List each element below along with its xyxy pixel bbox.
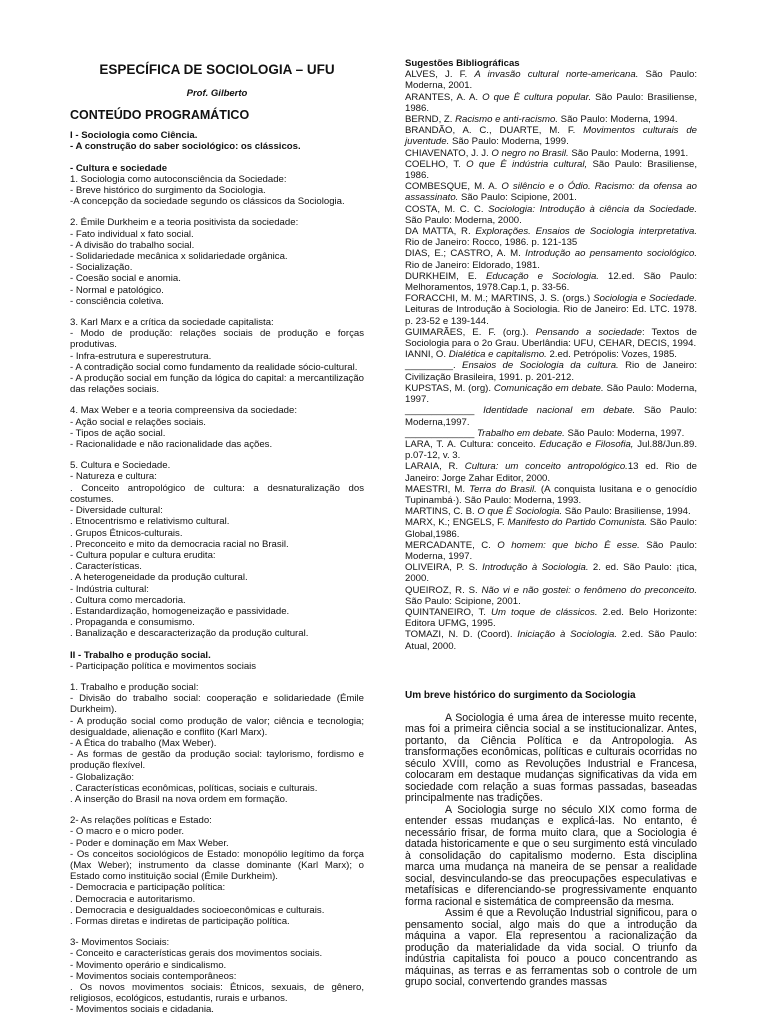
publication-info: São Paulo: Scipione, 2001. xyxy=(458,192,577,204)
author: COELHO, T. xyxy=(405,158,467,170)
list-line: - Racionalidade e não racionalidade das ações. xyxy=(70,439,273,451)
work-title: O silêncio e o Ódio. Racismo: da ofensa ao assassinato. xyxy=(405,181,697,204)
publication-info: São Paulo: Moderna, 1999. xyxy=(449,136,569,148)
publication-info: São Paulo: Brasiliense, 1986. xyxy=(405,91,698,114)
list-line: - A produção social em função da lógica do capital: a mercantilização das relações sociais. xyxy=(70,373,364,396)
work-title: Educação e Filosofia, xyxy=(539,438,634,450)
unit-heading: I - Sociologia como Ciência. xyxy=(70,130,198,142)
author: MARTINS, C. B. xyxy=(405,506,478,518)
section-heading: CONTEÚDO PROGRAMÁTICO xyxy=(70,108,250,123)
section-weber xyxy=(70,405,364,450)
publication-info: São Paulo: Moderna,1997. xyxy=(405,405,697,428)
list-line: . Os novos movimentos sociais: Étnicos, sexuais, de gênero, religiosos, ecológicos, estudantis, rurais e urbanos. xyxy=(70,982,364,1005)
author: ARANTES, A. A. xyxy=(405,91,483,103)
bibliography-entry xyxy=(405,585,697,607)
list-line: - Diversidade cultural: xyxy=(70,505,163,517)
list-line: - Solidariedade mecânica x solidariedade orgânica. xyxy=(70,251,288,263)
bibliography-entry xyxy=(405,607,697,629)
list-line: . Conceito antropológico de cultura: a desnaturalização dos costumes. xyxy=(70,482,364,505)
list-line: . Formas diretas e indiretas de participação política. xyxy=(70,916,290,927)
publication-info: São Paulo: Scipione, 2001. xyxy=(405,595,521,607)
work-title: Cultura: um conceito antropológico. xyxy=(464,461,628,473)
author: DA MATTA, R. xyxy=(405,226,476,238)
author: MAESTRI, M. xyxy=(405,483,470,495)
author: LARAIA, R. xyxy=(405,461,465,473)
publication-info: 2.ed. Belo Horizonte: Editora UFMG, 1995. xyxy=(405,606,697,630)
author: COMBESQUE, M. A. xyxy=(405,181,502,193)
work-title: Racismo e anti-racismo. xyxy=(455,114,559,126)
author: COSTA, M. C. C. xyxy=(405,203,489,215)
list-line: - As formas de gestão da produção social: taylorismo, fordismo e produção flexível. xyxy=(70,749,364,772)
author: FORACCHI, M. M.; MARTINS, J. S. (orgs.) xyxy=(405,293,594,305)
list-line: - Natureza e cultura: xyxy=(70,471,157,483)
bibliography-entry xyxy=(405,271,697,293)
list-line: - Conceito e características gerais dos movimentos sociais. xyxy=(70,948,323,960)
unit-subheading: - A construção do saber sociológico: os clássicos. xyxy=(70,141,301,153)
list-line: - Poder e dominação em Max Weber. xyxy=(70,837,229,849)
list-line: . Características. xyxy=(70,561,142,573)
section-movimentos xyxy=(70,937,364,1015)
work-title: Ensaios de Sociologia da cultura. xyxy=(462,360,619,372)
bibliography-title: Sugestões Bibliográficas xyxy=(405,58,520,69)
work-title: Terra do Brasil. xyxy=(469,483,537,495)
publication-info: 12.ed. São Paulo: Melhoramentos, 1978.Cap.1, p. 33-56. xyxy=(405,270,697,294)
publication-info: São Paulo: Brasiliense, 1994. xyxy=(562,506,691,518)
author: LARA, T. A. Cultura: conceito. xyxy=(405,438,540,450)
list-line: - Indústria cultural: xyxy=(70,583,149,595)
publication-info: 13 ed. Rio de Janeiro: Jorge Zahar Editor, 2000. xyxy=(405,461,698,484)
author: KUPSTAS, M. (org). xyxy=(405,382,494,394)
section-2 xyxy=(70,650,364,672)
publication-info: Rio de Janeiro: Civilização Brasileira, 1991. p. 201-212. xyxy=(405,360,697,383)
publication-info: São Paulo: Moderna, 1997. xyxy=(564,427,685,439)
publication-info: 2.ed. São Paulo: Atual, 2000. xyxy=(405,629,698,652)
article-title: Um breve histórico do surgimento da Sociologia xyxy=(405,689,636,701)
list-line: - Tipos de ação social. xyxy=(70,427,166,439)
section-cultura xyxy=(70,460,364,639)
work-title: O negro no Brasil. xyxy=(491,147,569,159)
list-line: . Estandardização, homogeneização e passividade. xyxy=(70,605,290,617)
list-line: - Infra-estrutura e superestrutura. xyxy=(70,350,212,362)
bibliography-entry xyxy=(405,383,697,405)
list-line: - Cultura popular e cultura erudita: xyxy=(70,549,216,561)
list-line: 5. Cultura e Sociedade. xyxy=(70,460,171,472)
bibliography-entry xyxy=(405,517,697,539)
publication-info: São Paulo: Global,1986. xyxy=(405,517,697,540)
list-line: 1. Trabalho e produção social: xyxy=(70,681,199,693)
list-line: - Democracia e participação política: xyxy=(70,882,226,894)
section-durkheim xyxy=(70,217,364,307)
list-line: - Movimentos sociais contemporâneos: xyxy=(70,970,237,982)
paragraph: A Sociologia é uma área de interesse muito recente, mas foi a primeira ciência social a se institucionalizar. Antes, portanto, da Ciência Política e da Antropologia. As transformações econômicas, políticas e culturais ocorridas no século XVIII, como as Revoluções Industrial e Francesa, colocaram em destaque mudanças significativas da vida em sociedade com relação a suas formas passadas, baseadas principalmente nas tradições. xyxy=(405,711,697,805)
list-line: - Os conceitos sociológicos de Estado: monopólio legítimo da força (Max Weber); instrumento da classe dominante (Karl Marx); o Estado como instituição social (Émile Durkheim). xyxy=(70,848,364,883)
unit-subheading: - Participação política e movimentos sociais xyxy=(70,660,257,672)
list-line: . Características econômicas, políticas, sociais e culturais. xyxy=(70,782,318,794)
topic-heading: - Cultura e sociedade xyxy=(70,162,168,174)
left-column xyxy=(70,62,364,1026)
list-line: - A divisão do trabalho social. xyxy=(70,239,195,251)
list-line: - Globalização: xyxy=(70,771,134,783)
list-line: 2- As relações políticas e Estado: xyxy=(70,815,212,827)
author: GUIMARÃES, E. F. (org.). xyxy=(405,326,536,338)
list-line: - Movimento operário e sindicalismo. xyxy=(70,959,227,971)
section-marx xyxy=(70,317,364,395)
publication-info: Rio de Janeiro: Eldorado, 1981. xyxy=(405,259,540,271)
bibliography-entry xyxy=(405,114,697,125)
paragraph: Assim é que a Revolução Industrial significou, para o pensamento social, algo mais do que a introdução da máquina a vapor. Ela representou a racionalização da produção da materialidade da vida social. O triunfo da indústria capitalista foi pouco a pouco concentrando as máquinas, as terras e as ferramentas sob o controle de um grupo social, convertendo grandes massas xyxy=(405,907,697,989)
work-title: Comunicação em debate. xyxy=(493,382,604,394)
publication-info: Leituras de Introdução à Sociologia. Rio de Janeiro: Ed. LTC. 1978. p. 23-52 e 139-144. xyxy=(405,304,697,327)
work-title: Sociologia e Sociedade. xyxy=(593,293,697,305)
author: TOMAZI, N. D. (Coord). xyxy=(405,629,518,641)
list-line: - O macro e o micro poder. xyxy=(70,826,185,838)
list-line: - consciência coletiva. xyxy=(70,295,164,307)
bibliography-entry xyxy=(405,69,697,91)
publication-info: (A conquista lusitana e o genocídio Tupinambá·). São Paulo: Moderna, 1993. xyxy=(405,483,697,506)
work-title: Introdução ao pensamento sociológico. xyxy=(525,248,698,260)
work-title: A invasão cultural norte-americana. xyxy=(474,69,639,81)
list-line: 2. Émile Durkheim e a teoria positivista da sociedade: xyxy=(70,217,299,229)
author: MERCADANTE, C. xyxy=(405,539,498,551)
bibliography-entry xyxy=(405,428,697,439)
paragraph: A Sociologia surge no século XIX como forma de entender essas mudanças e explicá-las. No entanto, é necessário frisar, de forma muito clara, que a Sociologia é datada historicamente e que o seu surgimento está vinculado à consolidação do capitalismo moderno. Esta disciplina marca uma mudança na maneira de se pensar a realidade social, desvinculando-se das preocupações especulativas e metafísicas e diferenciando-se progressivamente enquanto forma racional e sistemática de compreensão da mesma. xyxy=(405,803,697,908)
work-title: Iniciação à Sociologia. xyxy=(517,629,618,641)
author: DIAS, E.; CASTRO, A. M. xyxy=(405,248,526,260)
author: QUINTANEIRO, T. xyxy=(405,606,492,618)
publication-info: 2.ed. Petrópolis: Vozes, 1985. xyxy=(546,349,677,361)
publication-info: 2. ed. São Paulo: ¡tica, 2000. xyxy=(405,562,698,585)
list-line: - Fato individual x fato social. xyxy=(70,228,194,240)
list-line: . Etnocentrismo e relativismo cultural. xyxy=(70,516,230,528)
bibliography-entry xyxy=(405,148,697,159)
work-title: Não vi e não gostei: o fenômeno do preconceito. xyxy=(481,584,697,596)
work-title: O que È indústria cultural, xyxy=(466,158,588,170)
bibliography-entry xyxy=(405,540,697,562)
bibliography-entry xyxy=(405,92,697,114)
author: _________. xyxy=(405,360,463,372)
list-line: -A concepção da sociedade segundo os clássicos da Sociologia. xyxy=(70,196,345,208)
list xyxy=(70,174,364,208)
work-title: Educação e Sociologia. xyxy=(485,270,599,282)
bibliography-entry xyxy=(405,439,697,461)
author: DURKHEIM, E. xyxy=(405,270,486,282)
bibliography-entry xyxy=(405,226,697,248)
author: IANNI, O. xyxy=(405,349,449,361)
list-line: - Normal e patológico. xyxy=(70,284,164,296)
bibliography-entry xyxy=(405,461,697,483)
publication-info: São Paulo: Moderna, 1997. xyxy=(405,382,698,406)
bibliography-entry xyxy=(405,629,697,651)
bibliography-entry xyxy=(405,484,697,506)
work-title: Manifesto do Partido Comunista. xyxy=(507,517,648,529)
bibliography-entry xyxy=(405,506,697,517)
list-line: . Preconceito e mito da democracia racial no Brasil. xyxy=(70,538,289,550)
bibliography-entry xyxy=(405,125,697,147)
publication-info: São Paulo: Moderna, 2001. xyxy=(405,69,697,92)
publication-info: São Paulo: Moderna, 2000. xyxy=(405,214,522,226)
author-line: Prof. Gilberto xyxy=(186,88,248,99)
bibliography-entry xyxy=(405,159,697,181)
list-line: - A contradição social como fundamento da realidade sócio-cultural. xyxy=(70,361,358,373)
work-title: O que È cultura popular. xyxy=(482,91,592,103)
publication-info: São Paulo: Moderna, 1994. xyxy=(558,114,678,126)
bibliography-entry xyxy=(405,181,697,203)
list-line: 3. Karl Marx e a crítica da sociedade capitalista: xyxy=(70,317,274,329)
list-line: . A heterogeneidade da produção cultural. xyxy=(70,572,248,584)
list-line: - Ação social e relações sociais. xyxy=(70,416,206,428)
section-politica xyxy=(70,815,364,927)
publication-info: : Textos de Sociologia para o 2o Grau. Uberlândia: UFU, CEHAR, DECIS, 1994. xyxy=(405,326,697,350)
publication-info: São Paulo: Moderna, 1997. xyxy=(405,539,697,562)
list-line: . Democracia e autoritarismo. xyxy=(70,893,196,905)
bibliography-entry xyxy=(405,405,697,427)
list-line: . A inserção do Brasil na nova ordem em formação. xyxy=(70,793,288,805)
right-column xyxy=(405,58,697,989)
list-line: - Modo de produção: relações sociais de produção e forças produtivas. xyxy=(70,328,364,351)
list-line: - Socialização. xyxy=(70,262,133,274)
author: QUEIROZ, R. S. xyxy=(405,584,482,596)
list-line: . Propaganda e consumismo. xyxy=(70,617,195,629)
bibliography-entry xyxy=(405,349,697,360)
work-title: Introdução à Sociologia. xyxy=(482,562,589,574)
bibliography-entry xyxy=(405,562,697,584)
list-line: - Breve histórico do surgimento da Sociologia. xyxy=(70,185,266,197)
list-line: - A produção social como produção de valor; ciência e tecnologia; desigualdade, alienação e conflito (Karl Marx). xyxy=(70,715,364,738)
author: ALVES, J. F. xyxy=(405,69,475,81)
list-line: - Movimentos sociais e cidadania. xyxy=(70,1004,214,1016)
list-line: 4. Max Weber e a teoria compreensiva da sociedade: xyxy=(70,405,297,417)
work-title: Explorações. Ensaios de Sociologia interpretativa. xyxy=(475,226,697,238)
unit-heading: II - Trabalho e produção social. xyxy=(70,649,211,661)
bibliography-entry xyxy=(405,293,697,327)
section-trabalho xyxy=(70,682,364,805)
bibliography-entry xyxy=(405,204,697,226)
work-title: Um toque de clássicos. xyxy=(491,606,598,618)
author: BRANDÃO, A. C., DUARTE, M. F. xyxy=(405,125,584,137)
list-line: . Cultura como mercadoria. xyxy=(70,594,186,606)
list-line: - A Ética do trabalho (Max Weber). xyxy=(70,737,217,749)
list-line: . Democracia e desigualdades socioeconômicas e culturais. xyxy=(70,904,325,916)
author: MARX, K.; ENGELS, F. xyxy=(405,517,508,529)
work-title: Trabalho em debate. xyxy=(477,427,565,439)
publication-info: São Paulo: Moderna, 1991. xyxy=(568,147,689,159)
bibliography-entry xyxy=(405,248,697,270)
author: _____________ xyxy=(405,405,484,417)
author: _____________ xyxy=(405,427,478,439)
list-line: . Banalização e descaracterização da produção cultural. xyxy=(70,628,309,640)
author: BERND, Z. xyxy=(405,114,456,126)
bibliography-list xyxy=(405,69,697,652)
work-title: Dialética e capitalismo. xyxy=(448,349,547,361)
bibliography-entry xyxy=(405,327,697,349)
work-title: Identidade nacional em debate. xyxy=(483,405,636,417)
work-title: Movimentos culturais de juventude. xyxy=(405,125,697,148)
list-line: - Divisão do trabalho social: cooperação e solidariedade (Émile Durkheim). xyxy=(70,693,364,716)
work-title: O homem: que bicho È esse. xyxy=(497,539,640,551)
list-line: 1. Sociologia como autoconsciência da Sociedade: xyxy=(70,173,287,185)
list-line: 3- Movimentos Sociais: xyxy=(70,937,170,949)
section-1 xyxy=(70,130,364,207)
list-line: . Grupos Étnicos-culturais. xyxy=(70,527,183,539)
publication-info: Jul.88/Jun.89. p.07-12, v. 3. xyxy=(405,438,697,462)
publication-info: Rio de Janeiro: Rocco, 1986. p. 121-135 xyxy=(405,237,578,249)
publication-info: São Paulo: Brasiliense, 1986. xyxy=(405,158,697,182)
bibliography-entry xyxy=(405,360,697,382)
list-line: - Coesão social e anomia. xyxy=(70,273,181,285)
author: OLIVEIRA, P. S. xyxy=(405,562,483,574)
page-title: ESPECÍFICA DE SOCIOLOGIA – UFU xyxy=(99,62,335,77)
work-title: Sociologia: Introdução à ciência da Sociedade. xyxy=(488,203,697,215)
work-title: Pensando a sociedade xyxy=(535,326,642,338)
work-title: O que È Sociologia. xyxy=(477,506,563,518)
author: CHIAVENATO, J. J. xyxy=(405,147,492,159)
